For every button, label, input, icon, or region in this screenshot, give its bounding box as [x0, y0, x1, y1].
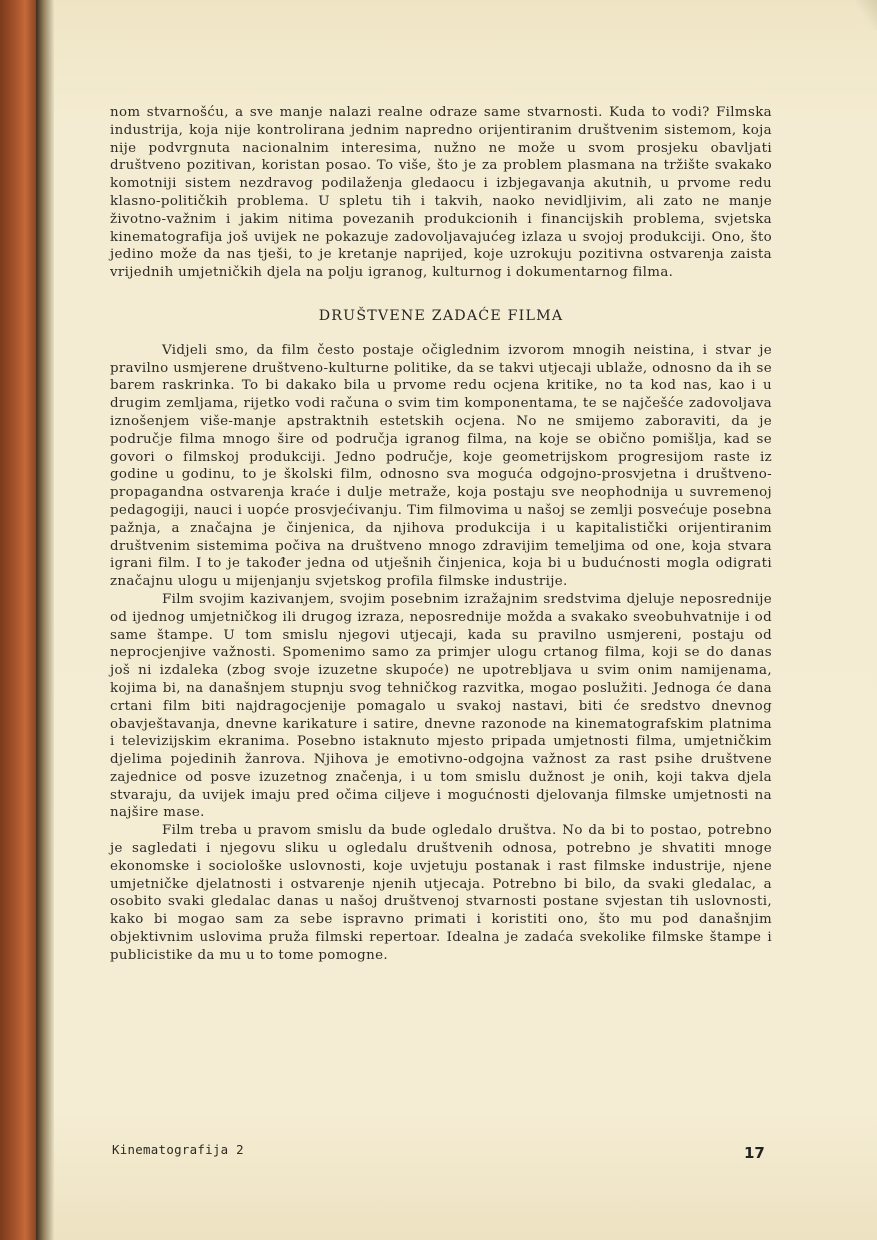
page-corner-fold: [855, 0, 877, 30]
paragraph: Film treba u pravom smislu da bude ogledalo društva. No da bi to postao, potrebno je sagledati i njegovu sliku u ogledalu društvenih odnosa, potrebno je shvatiti mnoge ekonomske i sociološke uslovnosti, koje uvjetuju postanak i rast filmske industrije, njene umjetničke djelatnosti i ostvarenje njenih utjecaja. Potrebno bi bilo, da svaki gledalac, a osobito svaki gledalac danas u našoj društvenoj stvarnosti postane svjestan tih uslovnosti, kako bi mogao sam za sebe ispravno primati i koristiti ono, što mu pod današnjim objektivnim uslovima pruža filmski repertoar. Idealna je zadaća svekolike filmske štampe i publicistike da mu u to tome pomogne.: [110, 823, 772, 963]
article-body: [110, 104, 772, 965]
section-heading: DRUŠTVENE ZADAĆE FILMA: [318, 307, 564, 324]
book-binding-edge: [0, 0, 36, 1240]
page-number: 17: [744, 1144, 765, 1162]
paragraph-continued: nom stvarnošću, a sve manje nalazi realne odraze same stvarnosti. Kuda to vodi? Filmska industrija, koja nije kontrolirana jednim napredno orijentiranim društvenim sistemom, koja nije podvrgnuta nacionalnim interesima, nužno ne može u svom prosjeku obavljati društveno pozitivan, koristan posao. To više, što je za problem plasmana na tržište svakako komotniji sistem nezdravog podilaženja gledaocu i izbjegavanja akutnih, u prvome redu klasno-političkih problema. U spletu tih i takvih, naoko nevidljivim, ali zato ne manje životno-važnim i jakim nitima povezanih produkcionih i financijskih problema, svjetska kinematografija još uvijek ne pokazuje zadovoljavajućeg izlaza u svojoj produkciji. Ono, što jedino može da nas tješi, to je kretanje naprijed, koje uzrokuju pozitivna ostvarenja zaista vrijednih umjetničkih djela na polju igranog, kulturnog i dokumentarnog filma.: [110, 105, 772, 281]
running-footer: Kinematografija 2: [112, 1142, 244, 1157]
paragraph: Film svojim kazivanjem, svojim posebnim izražajnim sredstvima djeluje neposrednije od ijednog umjetničkog ili drugog izraza, neposrednije možda a svakako sveobuhvatnije i od same štampe. U tom smislu njegovi utjecaji, kada su pravilno usmjereni, postaju od neprocjenjive važnosti. Spomenimo samo za primjer ulogu crtanog filma, koji se do danas još ni izdaleka (zbog svoje izuzetne skupoće) ne upotrebljava u svim onim namijenama, kojima bi, na današnjem stupnju svog tehničkog razvitka, mogao poslužiti. Jednoga će dana crtani film biti najdragocjenije pomagalo u svakoj nastavi, biti će sredstvo dnevnog obavještavanja, dnevne karikature i satire, dnevne razonode na kinematografskim platnima i televizijskim ekranima. Posebno istaknuto mjesto pripada umjetnosti filma, umjetničkim djelima pojedinih žanrova. Njihova je emotivno-odgojna važnost za rast psihe društvene zajednice od posve izuzetnog značenja, i u tom smislu dužnost je onih, koji takva djela stvaraju, da uvijek imaju pred očima ciljeve i mogućnosti djelovanja filmske umjetnosti na najšire mase.: [110, 591, 772, 821]
paragraph: Vidjeli smo, da film često postaje očiglednim izvorom mnogih neistina, i stvar je pravilno usmjerene društveno-kulturne politike, da se takvi utjecaji ublaže, odnosno da ih se barem raskrinka. To bi dakako bila u prvome redu ocjena kritike, no ta kod nas, kao i u drugim zemljama, rijetko vodi računa o svim tim komponentama, te se najčešće zadovoljava iznošenjem više-manje apstraktnih estetskih ocjena. No ne smijemo zaboraviti, da je područje filma mnogo šire od područja igranog filma, na koje se obično pomišlja, kad se govori o filmskoj produkciji. Jedno područje, koje geometrijskom progresijom raste iz godine u godinu, to je školski film, odnosno sva moguća odgojno-prosvjetna i društveno-propagandna ostvarenja kraće i dulje metraže, koja postaju sve neophodnija u suvremenoj pedagogiji, nauci i uopće prosvjećivanju. Tim filmovima u našoj se zemlji posvećuje posebna pažnja, a značajna je činjenica, da njihova produkcija i u kapitalistički orijentiranim društvenim sistemima počiva na društveno mnogo zdravijim temeljima od one, koja stvara igrani film. I to je također jedna od utješnih činjenica, koja bi u budućnosti mogla odigrati značajnu ulogu u mijenjanju svjetskog profila filmske industrije.: [110, 342, 772, 590]
book-gutter-shadow: [36, 0, 54, 1240]
